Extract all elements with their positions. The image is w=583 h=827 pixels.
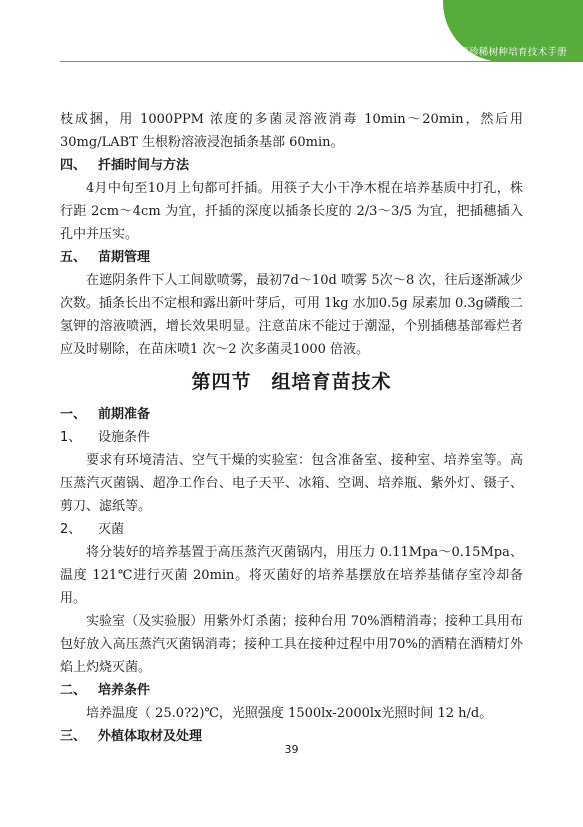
paragraph: 将分装好的培养基置于高压蒸汽灭菌锅内，用压力 0.11Mpa～0.15Mpa、温度 121℃进行灭菌 20min。将灭菌好的培养基摆放在培养基储存室冷却备用。 [60,545,523,606]
heading-number: 二、 [60,683,87,698]
heading-number: 四、 [60,158,87,173]
heading-number: 一、 [60,407,87,422]
heading-number: 三、 [60,729,87,744]
subheading-number: 2、 [60,522,82,537]
paragraph: 4月中旬至10月上旬都可扦插。用筷子大小干净木棍在培养基质中打孔，株行距 2cm～4cm 为宜，扦插的深度以插条长度的 2/3～3/5 为宜，把插穗插入孔中并压实。 [60,181,523,242]
subheading-facilities [60,426,523,449]
heading-text: 培养条件 [98,683,151,698]
heading-text: 外植体取材及处理 [98,729,203,744]
page-number: 39 [284,743,299,756]
paragraph: 在遮阴条件下人工间歇喷雾，最初7d～10d 喷雾 5次～8 次，往后逐渐减少次数。插条长出不定根和露出新叶芽后，可用 1kg 水加0.5g 尿素加 0.3g磷酸二氢钾的溶液喷洒，增长效果明显。注意苗床不能过于潮湿，个别插穗基部霉烂者应及时剔除，在苗床喷1 次～2 次多菌灵1000 倍液。 [60,273,523,357]
heading-preparation [60,403,523,426]
heading-culture-conditions [60,679,523,702]
paragraph: 枝成捆，用 1000PPM 浓度的多菌灵溶液消毒 10min～20min，然后用 30mg/LABT 生根粉溶液浸泡插条基部 60min。 [60,112,523,150]
subheading-sterilization [60,518,523,541]
page-body [60,108,523,748]
paragraph: 培养温度（ 25.0?2)℃，光照强度 1500lx-2000lx光照时间 12 h/d。 [86,706,493,721]
paragraph: 实验室（及实验服）用紫外灯杀菌；接种台用 70%酒精消毒；接种工具用布包好放入高压蒸汽灭菌锅消毒；接种工具在接种过程中用70%的酒精在酒精灯外焰上灼烧灭菌。 [60,614,523,675]
heading-text: 苗期管理 [98,250,151,265]
heading-seedling-management [60,246,523,269]
heading-text: 扦插时间与方法 [98,158,190,173]
section-title: 第四节 组培育苗技术 [191,371,392,393]
paragraph: 要求有环境清洁、空气干燥的实验室：包含准备室、接种室、培养室等。高压蒸汽灭菌锅、超净工作台、电子天平、冰箱、空调、培养瓶、紫外灯、镊子、剪刀、滤纸等。 [60,453,523,514]
header-title: 主要珍稀树种培育技术手册 [449,47,567,58]
heading-number: 五、 [60,250,87,265]
heading-timing-method [60,154,523,177]
subheading-text: 灭菌 [98,522,125,537]
header-divider [60,61,583,62]
subheading-number: 1、 [60,430,82,445]
heading-text: 前期准备 [98,407,151,422]
subheading-text: 设施条件 [98,430,151,445]
